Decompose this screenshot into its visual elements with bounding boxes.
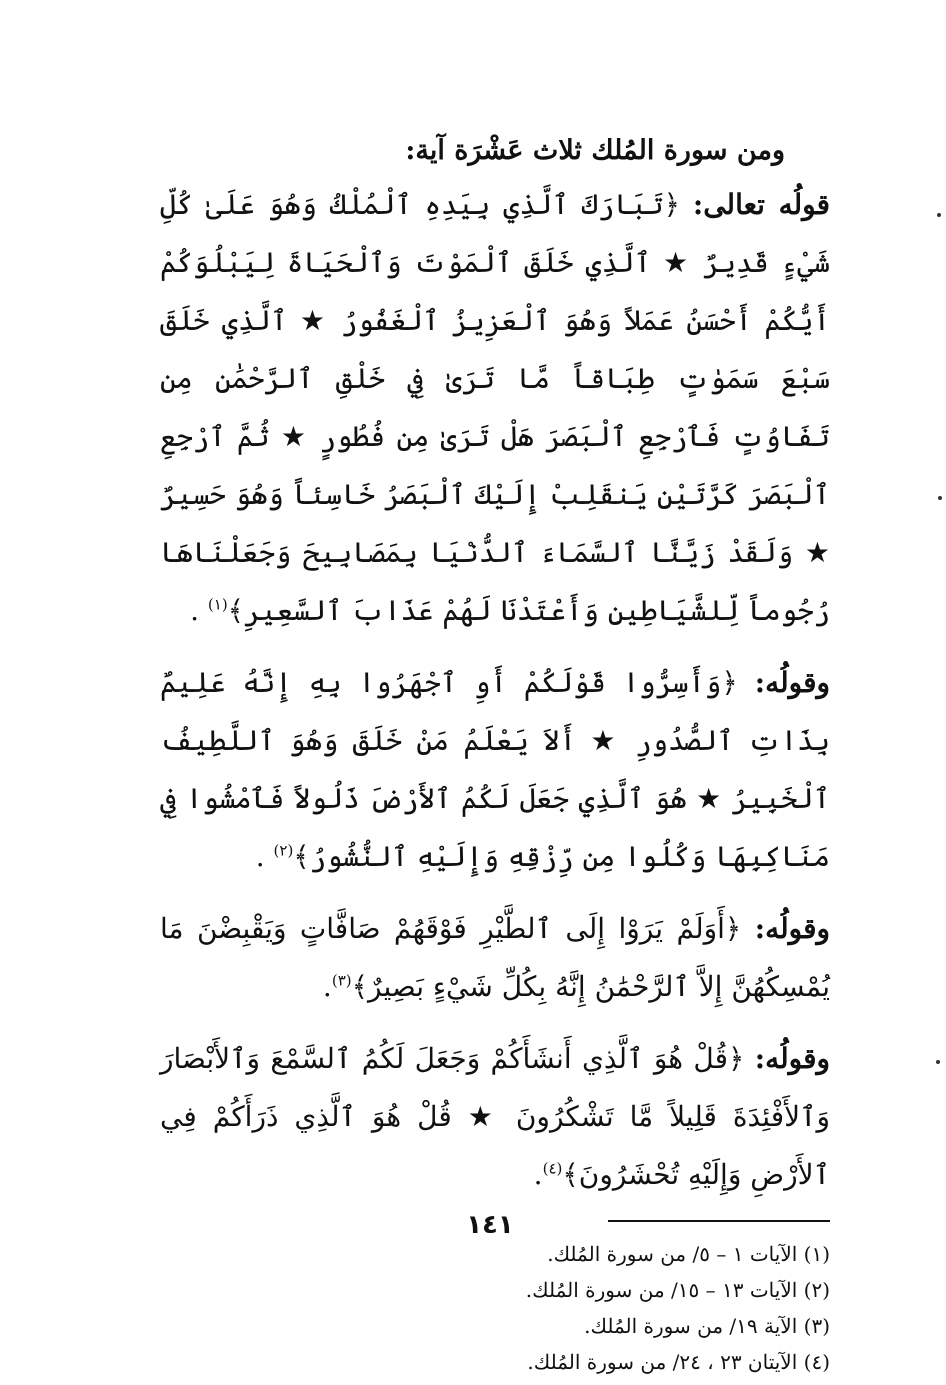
footnote-ref-4: (٤)	[542, 1159, 563, 1178]
footnote-3: (٣) الآية ١٩/ من سورة المُلك.	[584, 1314, 830, 1338]
verse-text-4: ﴿قُلْ هُوَ ٱلَّذِي أَنشَأَكُمْ وَجَعَلَ لَكُمُ ٱلسَّمْعَ وَٱلأَبْصَارَ وَٱلأَفْئِدَةَ قَلِيلاً مَّا تَشْكُرُونَ ★ قُلْ هُوَ ٱلَّذِي ذَرَأَكُمْ فِي ٱلأَرْضِ وَإِلَيْهِ تُحْشَرُونَ﴾	[160, 1042, 830, 1191]
scan-speck	[936, 1060, 940, 1064]
page-number: ١٤١	[466, 1210, 514, 1240]
verse-text-3: ﴿أَوَلَمْ يَرَوْا إِلَى ٱلطَّيْرِ فَوْقَهُمْ صَافَّاتٍ وَيَقْبِضْنَ مَا يُمْسِكُهُنَّ إِلاَّ ٱلرَّحْمَٰنُ إِنَّهُ بِكُلِّ شَيْءٍ بَصِيرٌ﴾	[160, 912, 830, 1003]
page-body	[160, 128, 830, 1380]
footnote-2: (٢) الآيات ١٣ – ١٥/ من سورة المُلك.	[525, 1278, 830, 1302]
verse-paragraph-4	[160, 1030, 830, 1204]
verse-end-3: .	[322, 970, 332, 1003]
verse-paragraph-1	[160, 176, 830, 640]
verse-lead-4: وقولُه:	[754, 1042, 830, 1075]
verse-lead-2: وقولُه:	[754, 666, 830, 699]
verse-text-1: ﴿تَبَارَكَ ٱلَّذِي بِيَدِهِ ٱلْمُلْكُ وَهُوَ عَلَىٰ كُلِّ شَيْءٍ قَدِيرٌ ★ ٱلَّذِي خَلَقَ ٱلْمَوْتَ وَٱلْحَيَاةَ لِيَبْلُوَكُمْ أَيُّكُمْ أَحْسَنُ عَمَلاً وَهُوَ ٱلْعَزِيزُ ٱلْغَفُورُ ★ ٱلَّذِي خَلَقَ سَبْعَ سَمَوٰتٍ طِبَاقاً مَّا تَرَىٰ فِي خَلْقِ ٱلرَّحْمَٰنِ مِن تَفَاوُتٍ فَٱرْجِعِ ٱلْبَصَرَ هَلْ تَرَىٰ مِن فُطُورٍ ★ ثُمَّ ٱرْجِعِ ٱلْبَصَرَ كَرَّتَيْنِ يَنقَلِبْ إِلَيْكَ ٱلْبَصَرُ خَاسِئاً وَهُوَ حَسِيرٌ ★ وَلَقَدْ زَيَّنَّا ٱلسَّمَاءَ ٱلدُّنْيَا بِمَصَابِيحَ وَجَعَلْنَاهَا رُجُوماً لِّلشَّيَاطِينِ وَأَعْتَدْنَا لَهُمْ عَذَابَ ٱلسَّعِيرِ﴾	[160, 188, 830, 627]
verse-paragraph-3	[160, 900, 830, 1016]
verse-end-2: .	[255, 840, 274, 873]
verse-paragraph-2	[160, 654, 830, 886]
verse-lead-1: قولُه تعالى:	[692, 188, 830, 221]
section-heading: ومن سورة المُلك ثلاث عَشْرَة آية:	[405, 135, 785, 166]
verse-end-4: .	[533, 1158, 543, 1191]
verse-lead-3: وقولُه:	[754, 912, 830, 945]
footnote-4: (٤) الآيتان ٢٣ ، ٢٤/ من سورة المُلك.	[527, 1350, 830, 1374]
verse-text-2: ﴿وَأَسِرُّوا قَوْلَكُمْ أَوِ ٱجْهَرُوا بِهِ إِنَّهُ عَلِيمٌ بِذَاتِ ٱلصُّدُورِ ★ أَلاَ يَعْلَمُ مَنْ خَلَقَ وَهُوَ ٱللَّطِيفُ ٱلْخَبِيرُ ★ هُوَ ٱلَّذِي جَعَلَ لَكُمُ ٱلأَرْضَ ذَلُولاً فَٱمْشُوا فِي مَنَاكِبِهَا وَكُلُوا مِن رِّزْقِهِ وَإِلَيْهِ ٱلنُّشُورُ﴾	[160, 666, 830, 873]
scan-speck	[937, 213, 941, 217]
footnote-ref-3: (٣)	[331, 971, 352, 990]
footnote-ref-1: (١)	[207, 595, 228, 614]
footnote-1: (١) الآيات ١ – ٥/ من سورة المُلك.	[547, 1242, 830, 1266]
verse-end-1: .	[190, 594, 208, 627]
footnote-ref-2: (٢)	[273, 841, 294, 860]
scan-speck	[938, 496, 942, 500]
